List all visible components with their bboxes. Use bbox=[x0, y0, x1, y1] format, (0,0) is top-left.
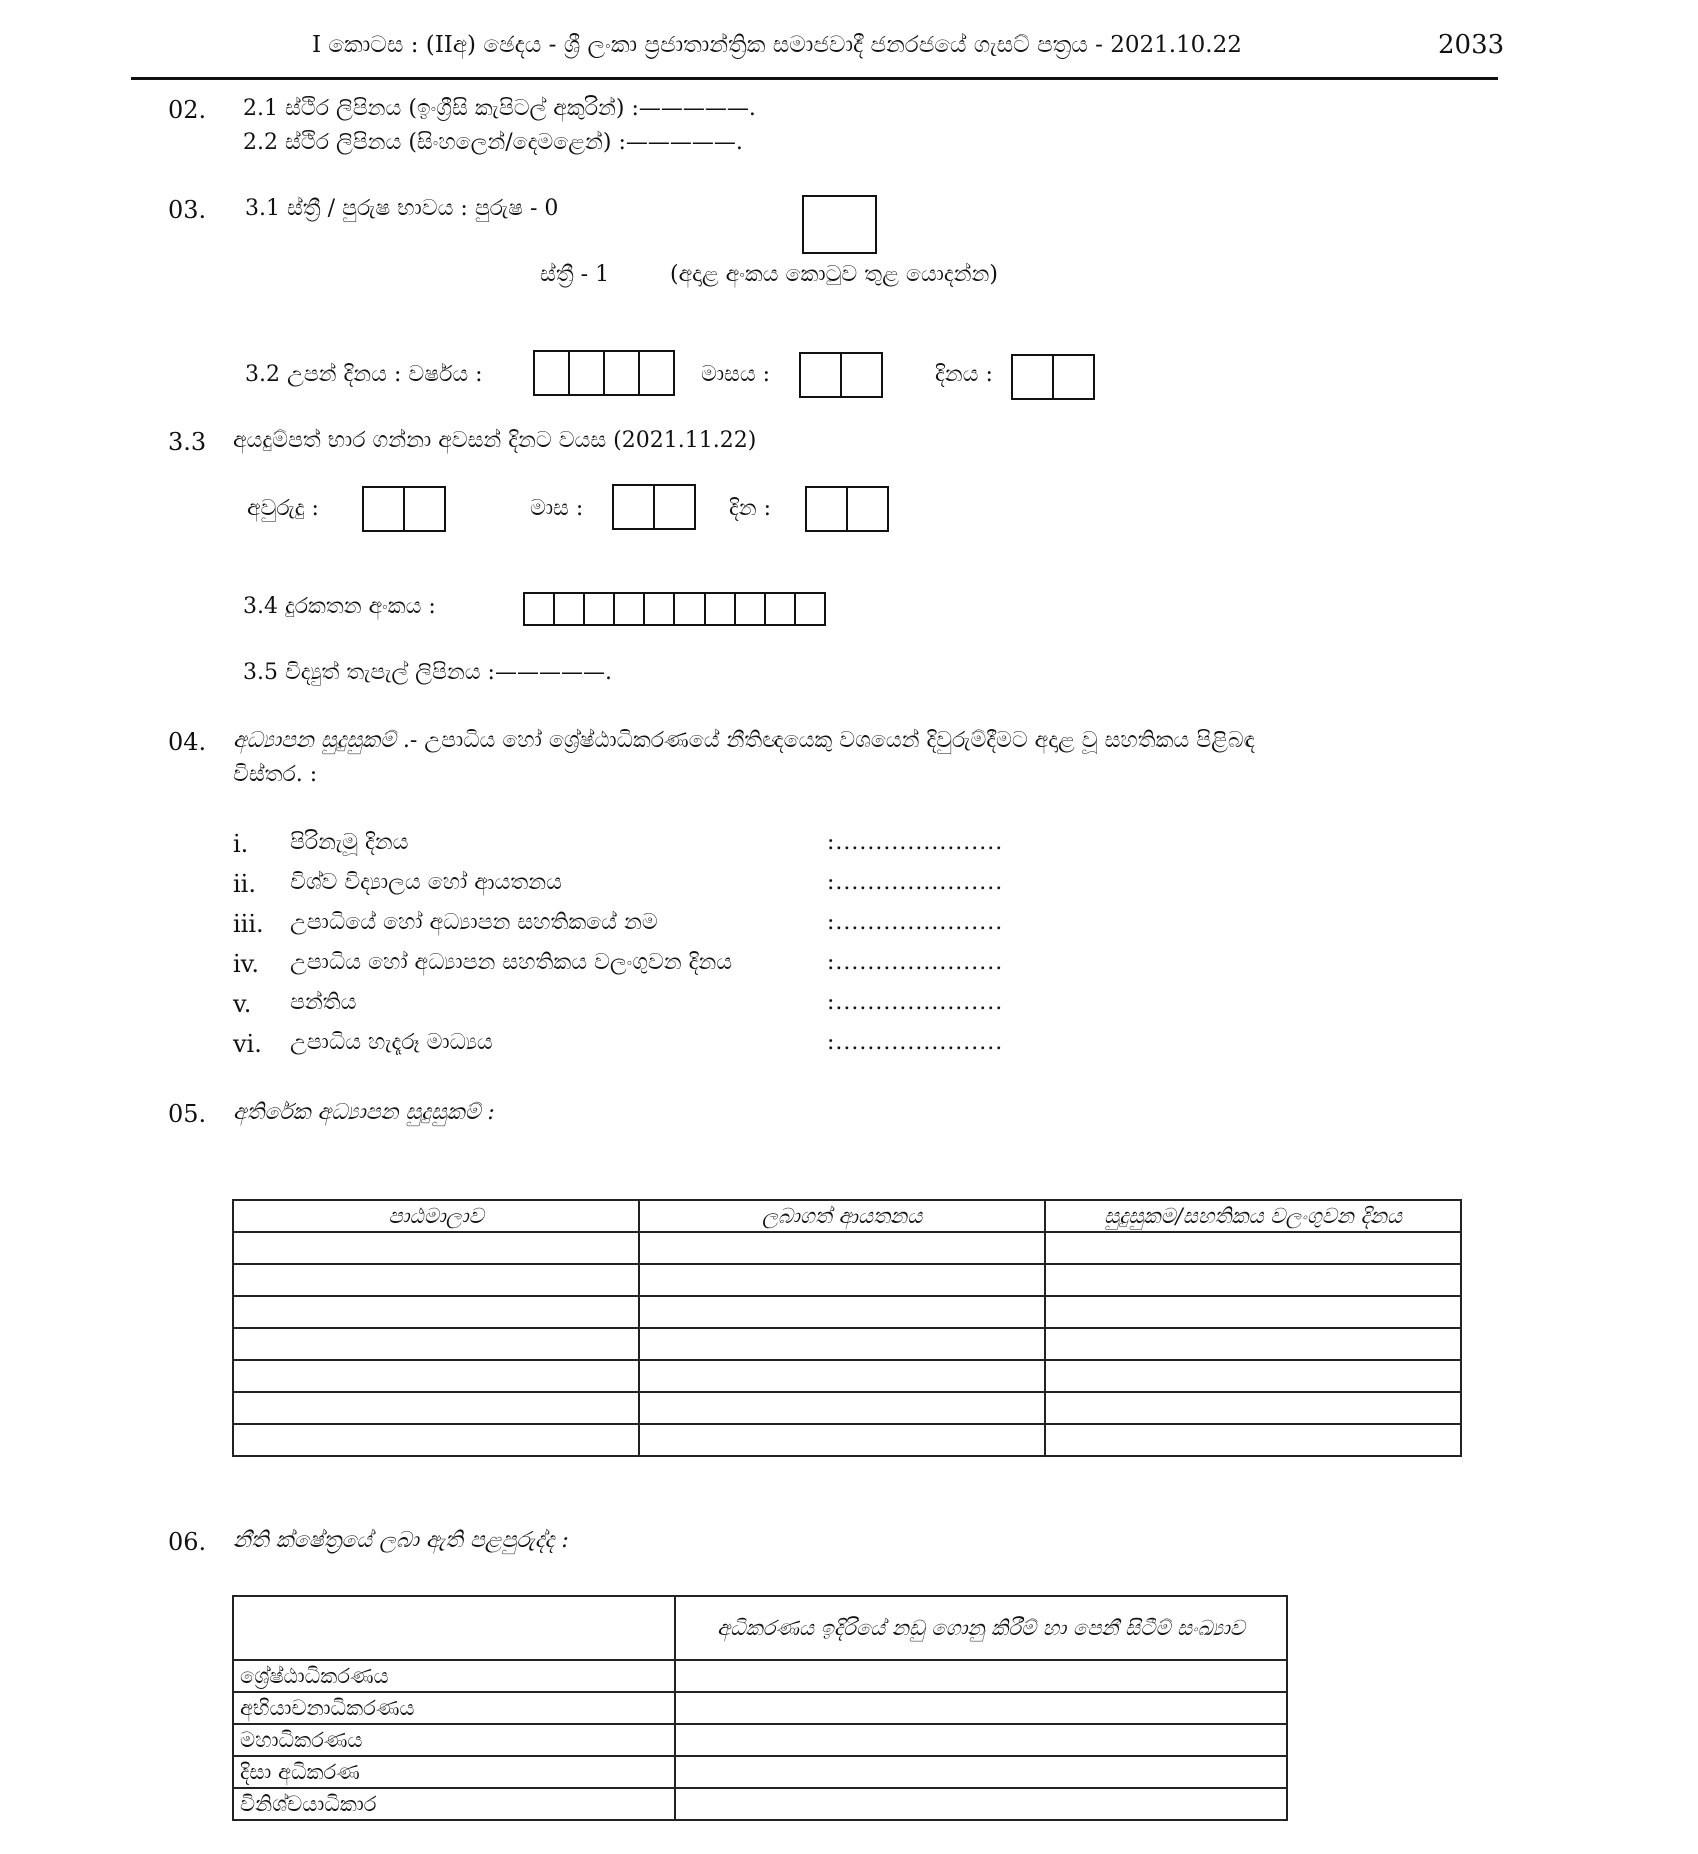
table-cell[interactable] bbox=[675, 1660, 1287, 1692]
qualification-item-blank[interactable]: :..................... bbox=[827, 870, 1004, 895]
permanent-address-english: 2.1 ස්ථිර ලිපිනය (ඉංග්‍රීසි කැපිටල් අකුරින්) :—————. bbox=[243, 96, 756, 121]
phone-digit[interactable] bbox=[525, 594, 553, 624]
qualification-item-number: vi. bbox=[233, 1030, 262, 1058]
qualification-item-label: පන්තිය bbox=[290, 990, 357, 1015]
court-name: මහාධිකරණය bbox=[233, 1724, 675, 1756]
section-05-number: 05. bbox=[168, 1100, 207, 1128]
section-04-number: 04. bbox=[168, 728, 207, 756]
qualification-item-label: උපාධියේ හෝ අධ්‍යාපන සහතිකයේ නම bbox=[290, 910, 658, 935]
qualification-item-label: උපාධිය හැදෑරූ මාධ්‍යය bbox=[290, 1030, 493, 1055]
age-years-digit[interactable] bbox=[403, 488, 444, 530]
section-03-number: 03. bbox=[168, 196, 207, 224]
court-name: විනිශ්චයාධිකාර bbox=[233, 1788, 675, 1820]
table-row bbox=[233, 1264, 1461, 1296]
table-cell[interactable] bbox=[1045, 1296, 1461, 1328]
table-cell[interactable] bbox=[233, 1296, 639, 1328]
qualification-item-number: i. bbox=[233, 830, 249, 858]
dob-day-label: දිනය : bbox=[935, 362, 993, 387]
legal-experience-heading: නීති ක්ෂේත්‍රයේ ලබා ඇති පළපුරුද්ද : bbox=[233, 1528, 569, 1553]
age-months-digit[interactable] bbox=[653, 486, 694, 528]
table-cell[interactable] bbox=[1045, 1392, 1461, 1424]
dob-year-digit[interactable] bbox=[568, 352, 603, 394]
qualification-item-blank[interactable]: :..................... bbox=[827, 910, 1004, 935]
gender-female-option: ස්ත්‍රී - 1 bbox=[540, 262, 610, 287]
table-cell[interactable] bbox=[233, 1264, 639, 1296]
age-days-digit[interactable] bbox=[807, 488, 846, 530]
phone-digit[interactable] bbox=[643, 594, 673, 624]
table-cell[interactable] bbox=[233, 1424, 639, 1456]
table-row bbox=[233, 1232, 1461, 1264]
qualification-item-blank[interactable]: :..................... bbox=[827, 830, 1004, 855]
table-row bbox=[233, 1328, 1461, 1360]
table-cell[interactable] bbox=[639, 1392, 1045, 1424]
gender-code-box[interactable] bbox=[802, 195, 877, 254]
age-days-boxes[interactable] bbox=[805, 486, 889, 532]
educational-qualifications-text-cont: විස්තර. : bbox=[233, 762, 318, 787]
table-row bbox=[233, 1756, 1287, 1788]
qualification-item-label: පිරිනැමූ දිනය bbox=[290, 830, 409, 855]
age-years-digit[interactable] bbox=[364, 488, 403, 530]
gender-instruction: (අදාළ අංකය කොටුව තුළ යොදන්න) bbox=[670, 262, 998, 287]
table-cell[interactable] bbox=[639, 1264, 1045, 1296]
age-months-digit[interactable] bbox=[614, 486, 653, 528]
table-cell[interactable] bbox=[233, 1328, 639, 1360]
table-row bbox=[233, 1724, 1287, 1756]
table-cell[interactable] bbox=[233, 1232, 639, 1264]
phone-digit[interactable] bbox=[704, 594, 734, 624]
permanent-address-sinhala-tamil: 2.2 ස්ථිර ලිපිනය (සිංහලෙන්/දෙමළෙන්) :—————. bbox=[243, 130, 743, 155]
qualification-item-label: විශ්ව විද්‍යාලය හෝ ආයතනය bbox=[290, 870, 562, 895]
table-row bbox=[233, 1788, 1287, 1820]
table-cell[interactable] bbox=[639, 1296, 1045, 1328]
dob-month-label: මාසය : bbox=[701, 362, 771, 387]
dob-month-digit[interactable] bbox=[801, 354, 840, 396]
educational-qualifications-text: .- උපාධිය හෝ ශ්‍රේෂ්ඨාධිකරණයේ නීතිඥයෙකු වශයෙන් දිවුරුම්දීමට අදාළ වූ සහතිකය පිළිබඳ bbox=[395, 728, 1255, 753]
table-cell[interactable] bbox=[233, 1392, 639, 1424]
table-cell[interactable] bbox=[675, 1756, 1287, 1788]
qualification-item-label: උපාධිය හෝ අධ්‍යාපන සහතිකය වලංගුවන දිනය bbox=[290, 950, 733, 975]
dob-year-digit[interactable] bbox=[603, 352, 638, 394]
gender-label: 3.1 ස්ත්‍රී / පුරුෂ භාවය : පුරුෂ - 0 bbox=[245, 196, 559, 221]
table-cell[interactable] bbox=[639, 1424, 1045, 1456]
table-row bbox=[233, 1692, 1287, 1724]
gazette-header-title: I කොටස : (IIඅ) ඡෙදය - ශ්‍රී ලංකා ප්‍රජාතාන්ත්‍රික සමාජවාදී ජනරජයේ ගැසට් පත්‍රය - 2021.10.22 bbox=[312, 32, 1242, 58]
age-at-closing-date-label: අයදුම්පත් භාර ගන්නා අවසන් දිනට වයස (2021.11.22) bbox=[233, 428, 757, 453]
table-row bbox=[233, 1660, 1287, 1692]
header-rule bbox=[131, 77, 1498, 80]
phone-digit[interactable] bbox=[553, 594, 583, 624]
table-row bbox=[233, 1392, 1461, 1424]
column-header-blank bbox=[233, 1596, 675, 1660]
age-years-boxes[interactable] bbox=[362, 486, 446, 532]
age-days-digit[interactable] bbox=[846, 488, 887, 530]
court-name: ශ්‍රේෂ්ඨාධිකරණය bbox=[233, 1660, 675, 1692]
table-cell[interactable] bbox=[1045, 1328, 1461, 1360]
qualification-item-number: iii. bbox=[233, 910, 264, 938]
educational-qualifications-paragraph bbox=[233, 728, 1255, 754]
legal-experience-table bbox=[232, 1595, 1288, 1821]
qualification-item-number: iv. bbox=[233, 950, 260, 978]
qualification-item-blank[interactable]: :..................... bbox=[827, 950, 1004, 975]
qualification-item-number: ii. bbox=[233, 870, 256, 898]
dob-year-boxes[interactable] bbox=[533, 350, 675, 396]
page-number: 2033 bbox=[1438, 30, 1505, 60]
age-years-label: අවුරුදු : bbox=[247, 496, 319, 521]
qualification-item-blank[interactable]: :..................... bbox=[827, 1030, 1004, 1055]
column-header-case-count: අධිකරණය ඉදිරියේ නඩු ගොනු කිරීම් හා පෙනී සිටීම් සංඛ්‍යාව bbox=[675, 1596, 1287, 1660]
age-days-label: දින : bbox=[729, 496, 772, 521]
table-row bbox=[233, 1296, 1461, 1328]
additional-qualifications-table bbox=[232, 1199, 1462, 1457]
date-of-birth-year-label: 3.2 උපන් දිනය : වර්ෂය : bbox=[245, 362, 483, 387]
table-cell[interactable] bbox=[1045, 1360, 1461, 1392]
table-cell[interactable] bbox=[639, 1360, 1045, 1392]
table-cell[interactable] bbox=[675, 1788, 1287, 1820]
dob-month-digit[interactable] bbox=[840, 354, 881, 396]
section-06-number: 06. bbox=[168, 1528, 207, 1556]
phone-digit[interactable] bbox=[613, 594, 643, 624]
table-row bbox=[233, 1424, 1461, 1456]
column-header-institution: ලබාගත් ආයතනය bbox=[639, 1200, 1045, 1232]
dob-day-digit[interactable] bbox=[1013, 356, 1052, 398]
dob-day-digit[interactable] bbox=[1052, 356, 1093, 398]
email-address-label: 3.5 විද්‍යුත් තැපැල් ලිපිනය :—————. bbox=[243, 660, 612, 685]
phone-digit[interactable] bbox=[673, 594, 703, 624]
phone-digit[interactable] bbox=[764, 594, 794, 624]
table-cell[interactable] bbox=[675, 1692, 1287, 1724]
dob-day-boxes[interactable] bbox=[1011, 354, 1095, 400]
age-months-boxes[interactable] bbox=[612, 484, 696, 530]
age-months-label: මාස : bbox=[530, 496, 584, 521]
section-3-3-number: 3.3 bbox=[168, 428, 207, 456]
table-cell[interactable] bbox=[1045, 1424, 1461, 1456]
educational-qualifications-heading: අධ්‍යාපන සුදුසුකම් bbox=[233, 728, 396, 753]
column-header-course: පාඨමාලාව bbox=[233, 1200, 639, 1232]
table-cell[interactable] bbox=[639, 1232, 1045, 1264]
qualification-item-blank[interactable]: :..................... bbox=[827, 990, 1004, 1015]
phone-digit[interactable] bbox=[583, 594, 613, 624]
section-02-number: 02. bbox=[168, 96, 207, 124]
dob-month-boxes[interactable] bbox=[799, 352, 883, 398]
dob-year-digit[interactable] bbox=[638, 352, 673, 394]
court-name: අභියාචනාධිකරණය bbox=[233, 1692, 675, 1724]
phone-digit[interactable] bbox=[734, 594, 764, 624]
qualification-item-number: v. bbox=[233, 990, 252, 1018]
table-cell[interactable] bbox=[639, 1328, 1045, 1360]
column-header-validity-date: සුදුසුකම/සහතිකය වලංගුවන දිනය bbox=[1045, 1200, 1461, 1232]
additional-qualifications-heading: අතිරේක අධ්‍යාපන සුදුසුකම් : bbox=[233, 1100, 495, 1125]
table-row bbox=[233, 1360, 1461, 1392]
dob-year-digit[interactable] bbox=[535, 352, 568, 394]
telephone-number-label: 3.4 දුරකතන අංකය : bbox=[243, 594, 436, 619]
telephone-number-boxes[interactable] bbox=[523, 592, 826, 626]
table-cell[interactable] bbox=[1045, 1232, 1461, 1264]
table-cell[interactable] bbox=[233, 1360, 639, 1392]
court-name: දිසා අධිකරණ bbox=[233, 1756, 675, 1788]
table-cell[interactable] bbox=[675, 1724, 1287, 1756]
phone-digit[interactable] bbox=[794, 594, 824, 624]
table-cell[interactable] bbox=[1045, 1264, 1461, 1296]
